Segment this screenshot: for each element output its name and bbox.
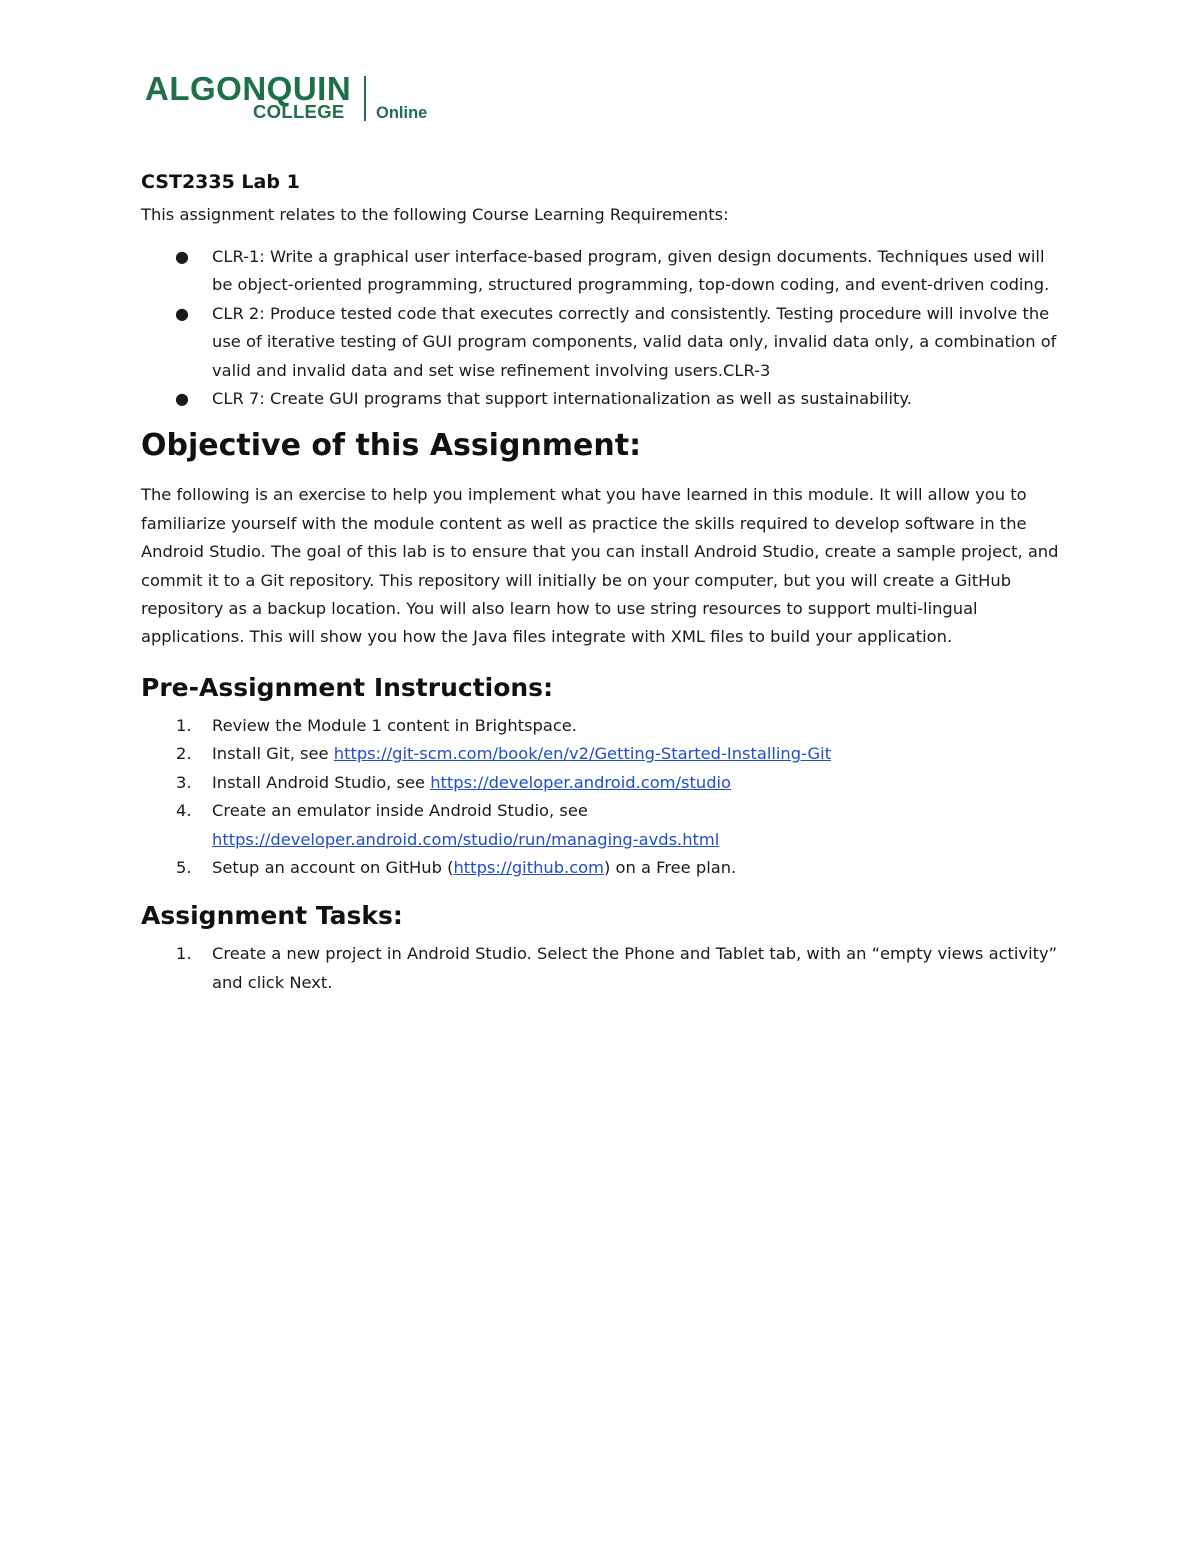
list-number: 4.: [176, 801, 192, 821]
list-number: 2.: [176, 744, 192, 764]
git-install-link[interactable]: https://git-scm.com/book/en/v2/Getting-Started-Installing-Git: [333, 744, 832, 764]
clr-list: [141, 243, 1061, 413]
pre-assignment-item: [141, 740, 1061, 768]
pre-assignment-list: [141, 712, 1061, 882]
intro-paragraph: This assignment relates to the following Course Learning Requirements:: [141, 205, 729, 224]
bullet-icon: ●: [175, 389, 189, 409]
pre-assignment-heading: Pre-Assignment Instructions:: [141, 672, 554, 702]
android-studio-link[interactable]: https://developer.android.com/studio: [430, 772, 732, 792]
bullet-icon: ●: [175, 247, 189, 266]
pre-assignment-item: [141, 769, 1061, 797]
pre-assignment-item-text-after: ) on a Free plan.: [604, 857, 737, 877]
clr-item-text: CLR 2: Produce tested code that executes correctly and consistently. Testing procedure will involve the use of iterative testing of GUI program components, valid data only, invalid data only, a combination of valid and invalid data and set wise refinement involving users.CLR-3: [212, 303, 1057, 380]
assignment-task-item: [141, 940, 1061, 997]
logo-divider: [364, 76, 366, 121]
list-number: 5.: [176, 857, 192, 877]
pre-assignment-item-text: Install Android Studio, see: [212, 772, 431, 792]
list-number: 3.: [176, 772, 192, 792]
clr-item: [141, 243, 1061, 300]
objective-heading: Objective of this Assignment:: [141, 428, 642, 464]
pre-assignment-item: [141, 854, 1061, 882]
logo-wordmark-college: COLLEGE: [253, 101, 345, 122]
list-number: 1.: [176, 715, 192, 735]
pre-assignment-item-text: Review the Module 1 content in Brightspace.: [212, 715, 577, 735]
assignment-task-text: Create a new project in Android Studio. Select the Phone and Tablet tab, with an “empty views activity” and click Next.: [212, 944, 1058, 992]
assignment-tasks-list: [141, 940, 1061, 997]
document-title: CST2335 Lab 1: [141, 171, 300, 193]
logo-wordmark-algonquin: ALGONQUIN: [145, 70, 352, 107]
document-body: [141, 168, 1061, 997]
bullet-icon: ●: [175, 303, 189, 323]
pre-assignment-item: [141, 797, 1061, 854]
clr-item-text: CLR-1: Write a graphical user interface-based program, given design documents. Techniques used will be object-oriented programming, structured programming, top-down coding, and event-driven coding.: [212, 247, 1050, 295]
logo-wordmark-online: Online: [376, 104, 428, 122]
clr-item: [141, 385, 1061, 413]
managing-avds-link[interactable]: https://developer.android.com/studio/run/managing-avds.html: [212, 829, 720, 849]
list-number: 1.: [176, 944, 192, 964]
objective-paragraph: The following is an exercise to help you implement what you have learned in this module. It will allow you to familiarize yourself with the module content as well as practice the skills required to develop software in the Android Studio. The goal of this lab is to ensure that you can install Android Studio, create a sample project, and commit it to a Git repository. This repository will initially be on your computer, but you will create a GitHub repository as a backup location. You will also learn how to use string resources to support multi-lingual applications. This will show you how the Java files integrate with XML files to build your application.: [141, 485, 1059, 647]
pre-assignment-item: [141, 712, 1061, 740]
pre-assignment-item-text: Install Git, see: [212, 744, 334, 764]
assignment-tasks-heading: Assignment Tasks:: [141, 901, 403, 931]
college-logo: [145, 72, 445, 128]
pre-assignment-item-text: Setup an account on GitHub (: [212, 857, 454, 877]
clr-item-text: CLR 7: Create GUI programs that support internationalization as well as sustainability.: [212, 389, 912, 409]
pre-assignment-item-text: Create an emulator inside Android Studio, see: [212, 801, 588, 821]
github-link[interactable]: https://github.com: [453, 857, 605, 877]
clr-item: [141, 300, 1061, 385]
